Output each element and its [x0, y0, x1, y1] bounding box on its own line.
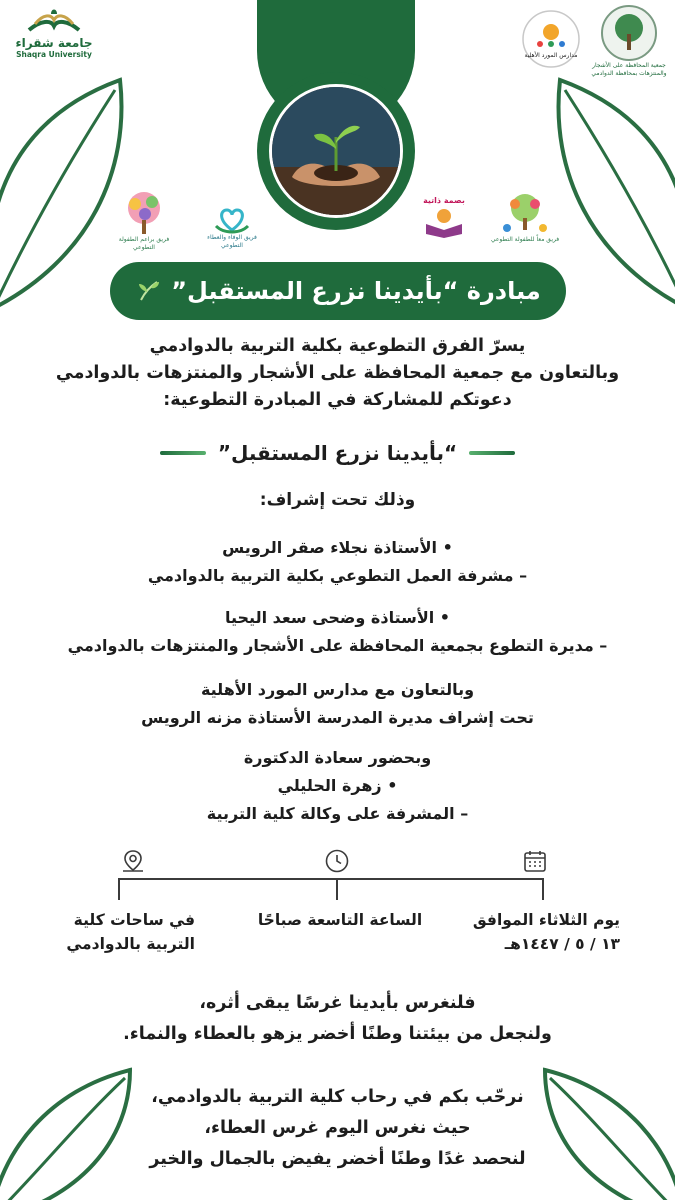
team-heart-caption: فريق الوفاء والعطاء التطوعي — [207, 234, 257, 249]
hero-image-frame — [257, 72, 415, 230]
tree-children-icon — [497, 192, 553, 236]
team-tree-logo — [112, 190, 176, 251]
supervisor-role: – مديرة التطوع بجمعية المحافظة على الأشجار والمنتزهات بالدوادمي — [67, 636, 608, 655]
almawred-schools-logo — [520, 10, 582, 60]
supervisor-name: • الأستاذة نجلاء صقر الرويس — [222, 538, 453, 557]
initiative-title-banner — [110, 262, 566, 320]
calendar-icon — [522, 848, 548, 874]
welcome-line: لنحصد غدًا وطنًا أخضر يفيض بالجمال والخير — [149, 1149, 526, 1169]
closing-message — [20, 988, 655, 1050]
team-book-logo — [416, 196, 472, 238]
initiative-title: مبادرة “بأيدينا نزرع المستقبل” — [171, 277, 541, 305]
book-leaf-logo-icon — [25, 6, 83, 36]
map-pin-icon — [120, 848, 146, 874]
clock-icon — [324, 848, 350, 874]
team-heart-logo — [196, 206, 268, 249]
schools-caption: مدارس المورد الأهلية — [524, 52, 578, 59]
details-timeline-line — [118, 878, 544, 880]
right-decorative-dash — [469, 451, 515, 455]
supervisor-role: – مشرفة العمل التطوعي بكلية التربية بالدوادمي — [147, 566, 528, 585]
colorful-tree-icon — [119, 190, 169, 236]
place-line: التربية بالدوادمي — [66, 935, 195, 953]
intro-line: وبالتعاون مع جمعية المحافظة على الأشجار والمنتزهات بالدوادمي — [55, 363, 620, 383]
association-caption: جمعية المحافظة على الأشجار والمنتزهات بمحافظة الدوادمي — [591, 62, 667, 77]
shaqra-university-logo — [14, 6, 94, 59]
date-line: يوم الثلاثاء الموافق — [472, 911, 620, 929]
welcome-line: نرحّب بكم في رحاب كلية التربية بالدوادمي، — [151, 1087, 524, 1107]
cooperation-line: تحت إشراف مديرة المدرسة الأستاذة مزنه الرويس — [141, 708, 534, 727]
supervisor-name: • الأستاذة وضحى سعد اليحيا — [224, 608, 451, 627]
tree-circle-logo-icon — [600, 4, 658, 62]
attendance-section — [20, 744, 655, 828]
open-book-icon — [422, 206, 466, 238]
attendance-line: • زهرة الحليلي — [277, 776, 398, 795]
closing-line: ولنجعل من بيئتنا وطنًا أخضر يزهو بالعطاء والنماء. — [123, 1024, 552, 1044]
team-book-title: بصمة ذاتية — [423, 196, 465, 205]
supervisor-entry — [20, 604, 655, 660]
date-line: ١٣ / ٥ / ١٤٤٧هـ — [504, 935, 620, 953]
attendance-line: – المشرفة على وكالة كلية التربية — [206, 804, 469, 823]
sprout-icon — [135, 278, 161, 304]
trees-association-logo — [588, 4, 670, 77]
university-name-english: Shaqra University — [16, 50, 92, 59]
place-line: في ساحات كلية — [73, 911, 195, 929]
supervisor-entry — [20, 534, 655, 590]
initiative-subtitle: “بأيدينا نزرع المستقبل” — [217, 441, 458, 465]
intro-line: دعوتكم للمشاركة في المبادرة التطوعية: — [163, 390, 512, 410]
welcome-message — [20, 1082, 655, 1175]
event-place — [55, 908, 195, 956]
closing-line: فلنغرس بأيدينا غرسًا يبقى أثره، — [199, 993, 476, 1013]
timeline-tick — [118, 878, 120, 900]
team-child-caption: فريق معاً للطفولة التطوعي — [490, 236, 560, 243]
team-child-logo — [490, 192, 560, 244]
timeline-tick — [542, 878, 544, 900]
intro-line: يسرّ الفرق التطوعية بكلية التربية بالدوادمي — [149, 336, 526, 356]
intro-paragraph — [20, 333, 655, 414]
team-tree-caption: فريق براعم الطفولة التطوعي — [118, 236, 170, 251]
university-name-arabic: جامعة شقراء — [15, 36, 93, 50]
left-decorative-dash — [160, 451, 206, 455]
event-time: الساعة التاسعة صباحًا — [257, 911, 423, 929]
supervision-heading: وذلك تحت إشراف: — [259, 490, 416, 510]
welcome-line: حيث نغرس اليوم غرس العطاء، — [204, 1118, 471, 1138]
cooperation-line: وبالتعاون مع مدارس المورد الأهلية — [200, 680, 475, 699]
event-date — [470, 908, 620, 956]
heart-hands-icon — [212, 206, 252, 234]
cooperation-section — [20, 676, 655, 732]
timeline-tick — [336, 878, 338, 900]
subtitle-row — [0, 436, 675, 470]
attendance-line: وبحضور سعادة الدكتورة — [243, 748, 432, 767]
hands-holding-seedling-image — [269, 84, 403, 218]
